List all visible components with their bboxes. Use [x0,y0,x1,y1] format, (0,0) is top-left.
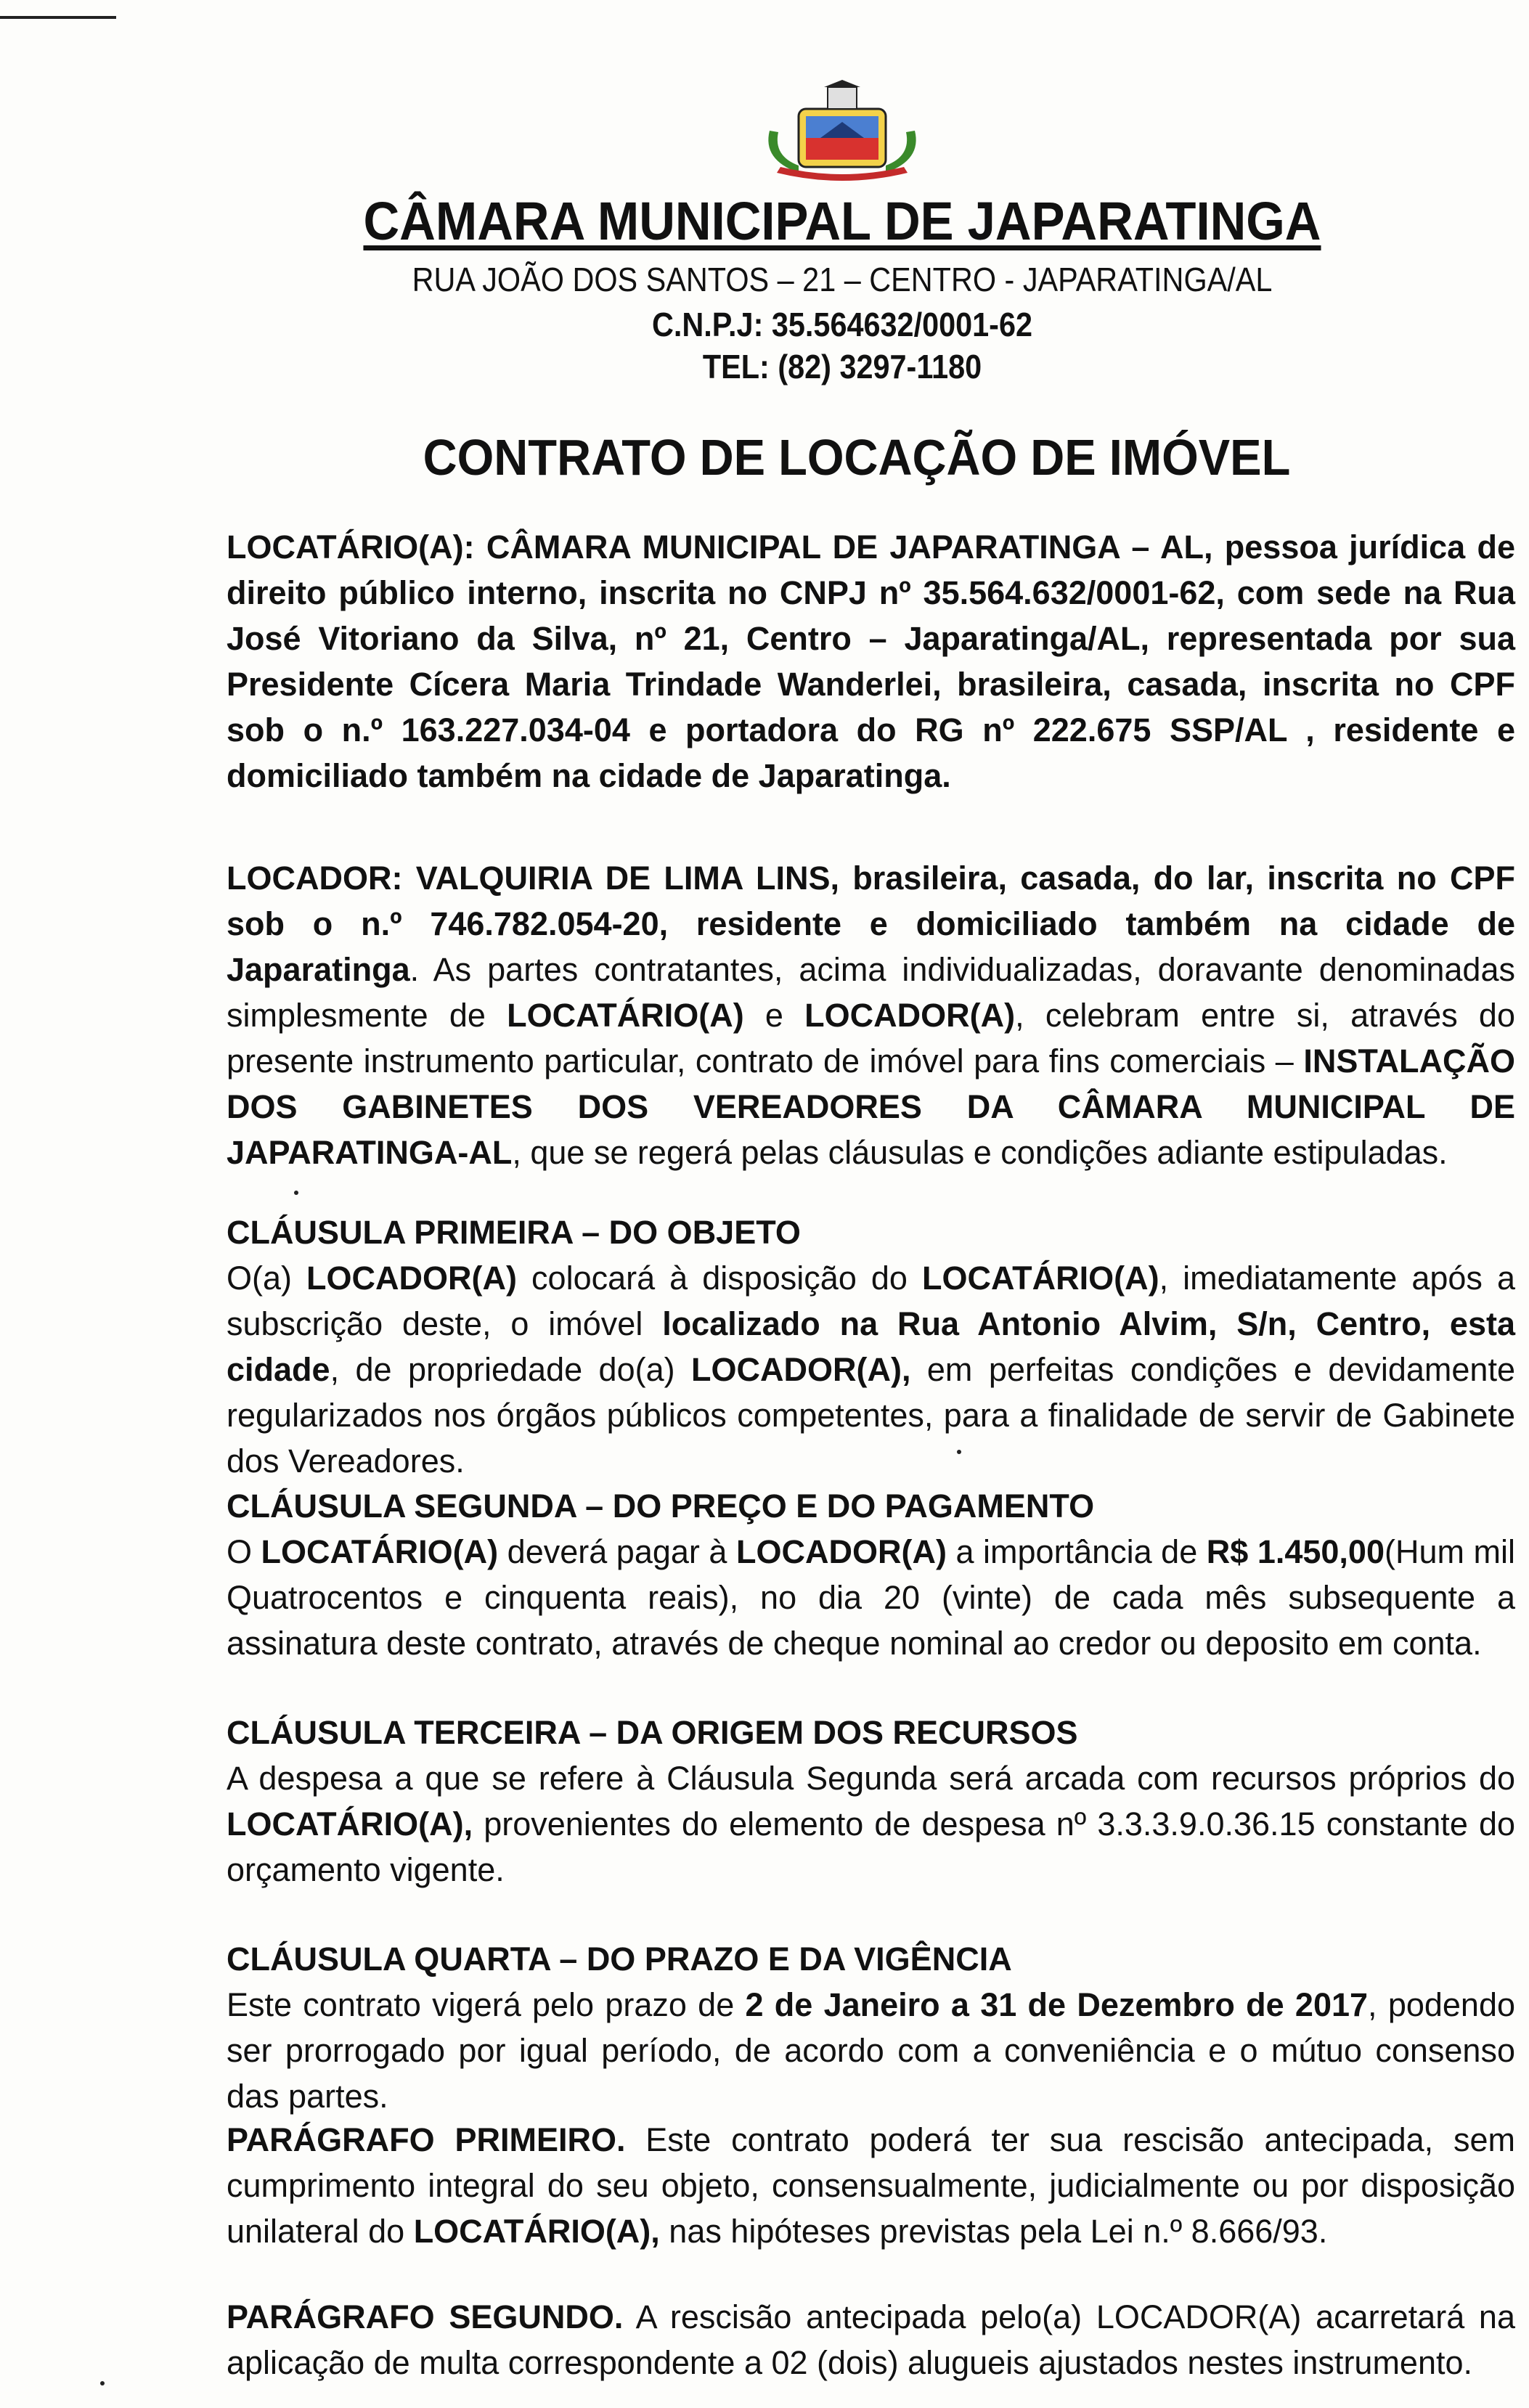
clause-title: CLÁUSULA PRIMEIRA – DO OBJETO [227,1214,801,1251]
clause-text: O(a) [227,1260,307,1297]
lessor-text: e [743,997,805,1034]
lessee-party [227,524,1515,799]
institution-cnpj: C.N.P.J: 35.564632/0001-62 [651,306,1033,343]
paragraph-second [227,2294,1515,2385]
lessor-bold: LOCADOR(A) [804,997,1016,1034]
scan-corner-mark [0,16,116,19]
clause-text: colocará à disposição do [517,1260,922,1297]
paragraph-text: Este contrato poderá ter sua rescisão antecipada, sem cumprimento integral do seu objeto, consensualmente, judicialmente ou por disposição unilateral do [227,2121,1515,2250]
scan-speck [294,1191,298,1195]
clause-text: O [227,1533,261,1570]
scan-speck [100,2381,105,2385]
clause-title: CLÁUSULA SEGUNDA – DO PREÇO E DO PAGAMENTO [227,1487,1095,1525]
lessor-text: , que se regerá pelas cláusulas e condições adiante estipuladas. [512,1134,1448,1171]
institution-address: RUA JOÃO DOS SANTOS – 21 – CENTRO - JAPARATINGA/AL [412,261,1273,298]
scan-speck [957,1450,961,1454]
clause-second [227,1483,1515,1666]
paragraph-text: A rescisão antecipada pelo(a) LOCADOR(A) acarretará na aplicação de multa correspondente a 02 (dois) alugueis ajustados nestes instrumento. [227,2298,1515,2381]
institution-name: CÂMARA MUNICIPAL DE JAPARATINGA [363,191,1321,251]
clause-text: , podendo ser prorrogado por igual período, de acordo com a conveniência e o mútuo consenso das partes. [227,1986,1516,2115]
lessor-bold: LOCATÁRIO(A) [507,997,744,1034]
clause-bold: LOCADOR(A), [691,1351,911,1388]
clause-text: A despesa a que se refere à Cláusula Segunda será arcada com recursos próprios do [227,1760,1515,1797]
rent-amount: R$ 1.450,00 [1206,1533,1385,1570]
clause-bold: LOCADOR(A) [736,1533,947,1570]
clause-bold: LOCATÁRIO(A) [922,1260,1159,1297]
lessor-text: , celebram entre si, através do presente instrumento particular, contrato de imóvel para fins comerciais – [227,997,1515,1079]
paragraph-text: nas hipóteses previstas pela Lei n.º 8.666/93. [659,2213,1328,2250]
clause-text: , imediatamente após a subscrição deste, o imóvel [227,1260,1515,1342]
document-title: CONTRATO DE LOCAÇÃO DE IMÓVEL [423,429,1291,486]
lessor-purpose: INSTALAÇÃO DOS GABINETES DOS VEREADORES DA CÂMARA MUNICIPAL DE JAPARATINGA-AL [227,1042,1515,1171]
clause-text: a importância de [946,1533,1207,1570]
lessee-label: LOCATÁRIO(A): [227,528,486,566]
contract-period: 2 de Janeiro a 31 de Dezembro de 2017 [745,1986,1369,2023]
clause-title: CLÁUSULA TERCEIRA – DA ORIGEM DOS RECURSOS [227,1714,1078,1751]
clause-fourth [227,1936,1515,2119]
institution-phone: TEL: (82) 3297-1180 [702,348,982,385]
paragraph-label: PARÁGRAFO PRIMEIRO. [227,2121,626,2158]
clause-title: CLÁUSULA QUARTA – DO PRAZO E DA VIGÊNCIA [227,1940,1012,1978]
lessor-details: VALQUIRIA DE LIMA LINS, brasileira, casada, do lar, inscrita no CPF sob o n.º 746.782.054-20, residente e domiciliado também na cidade de Japaratinga [227,860,1515,988]
clause-text: em perfeitas condições e devidamente regularizados nos órgãos públicos competentes, para a finalidade de servir de Gabinete dos Vereadores. [227,1351,1515,1480]
lessor-label: LOCADOR: [227,860,416,897]
clause-text: (Hum mil Quatrocentos e cinquenta reais), no dia 20 (vinte) de cada mês subsequente a assinatura deste contrato, através de cheque nominal ao credor ou deposito em conta. [227,1533,1516,1662]
clause-bold: LOCATÁRIO(A), [227,1805,473,1842]
clause-text: deverá pagar à [498,1533,736,1570]
clause-third [227,1710,1515,1893]
paragraph-label: PARÁGRAFO SEGUNDO. [227,2298,624,2335]
paragraph-bold: LOCATÁRIO(A), [413,2213,660,2250]
clause-text: Este contrato vigerá pelo prazo de [227,1986,746,2023]
municipal-coat-of-arms-icon [755,80,929,181]
lessor-text: . As partes contratantes, acima individualizadas, doravante denominadas simplesmente de [227,951,1515,1034]
lessor-party [227,855,1515,1175]
clause-bold: LOCATÁRIO(A) [261,1533,499,1570]
clause-text: provenientes do elemento de despesa nº 3.3.3.9.0.36.15 constante do orçamento vigente. [227,1805,1515,1888]
clause-text: , de propriedade do(a) [330,1351,692,1388]
clause-first [227,1209,1515,1484]
clause-bold: LOCADOR(A) [306,1260,517,1297]
paragraph-first [227,2117,1515,2254]
property-location: localizado na Rua Antonio Alvim, S/n, Centro, esta cidade [227,1305,1516,1388]
lessee-text: CÂMARA MUNICIPAL DE JAPARATINGA – AL, pessoa jurídica de direito público interno, inscrita no CNPJ nº 35.564.632/0001-62, com sede na Rua José Vitoriano da Silva, nº 21, Centro – Japaratinga/AL, representada por sua Presidente Cícera Maria Trindade Wanderlei, brasileira, casada, inscrita no CPF sob o n.º 163.227.034-04 e portadora do RG nº 222.675 SSP/AL , residente e domiciliado também na cidade de Japaratinga. [227,528,1516,794]
